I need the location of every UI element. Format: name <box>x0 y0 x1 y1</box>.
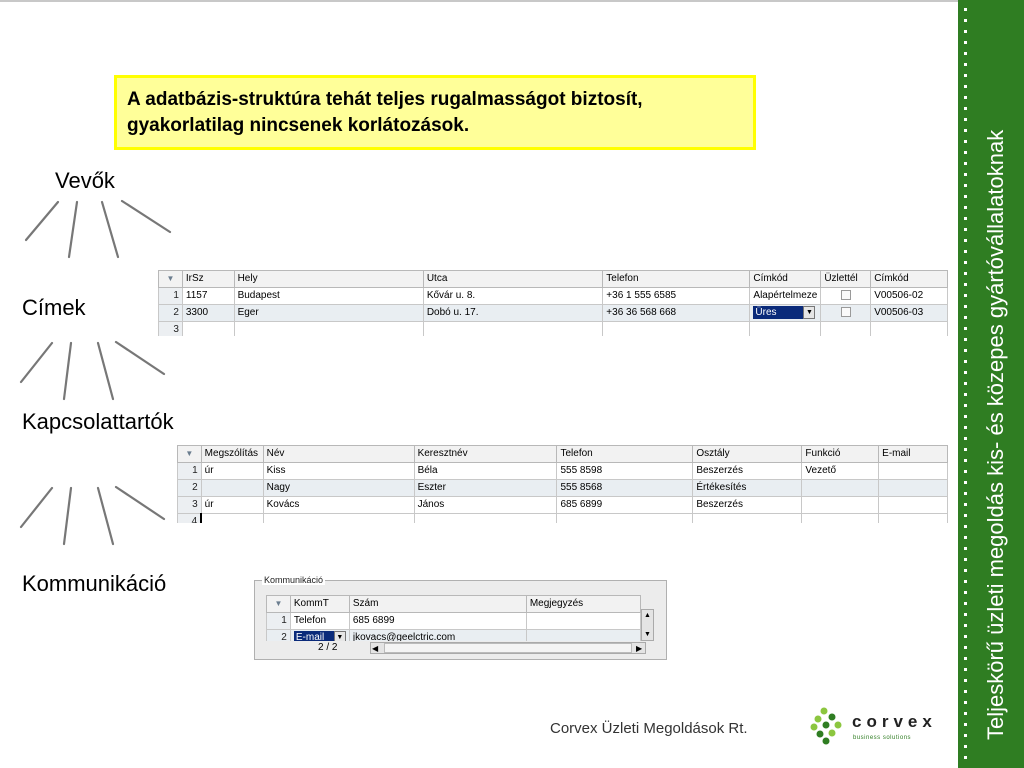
cell-irsz[interactable]: 1157 <box>182 288 234 305</box>
cell-osztaly[interactable]: Beszerzés <box>693 463 802 480</box>
row-number[interactable]: 4 <box>178 514 202 524</box>
communication-header-row <box>267 596 641 613</box>
column-header[interactable]: Megszólítás <box>201 446 263 463</box>
cell-megszolitas[interactable] <box>201 480 263 497</box>
table-row[interactable] <box>178 463 948 480</box>
cell-irsz[interactable]: 3300 <box>182 305 234 322</box>
cell-uzlettel[interactable] <box>821 288 871 305</box>
cell-hely[interactable]: Eger <box>234 305 423 322</box>
address-table <box>158 270 948 336</box>
logo-wordmark: corvex <box>852 712 937 731</box>
cell-cimkod[interactable]: Alapértelmeze <box>750 288 821 305</box>
empty-cell[interactable] <box>557 514 693 524</box>
dropdown-arrow-icon[interactable]: ▼ <box>803 306 815 319</box>
communication-panel-legend: Kommunikáció <box>264 575 324 585</box>
cell-keresztnev[interactable]: Eszter <box>414 480 557 497</box>
logo-tagline: business solutions <box>853 735 912 741</box>
empty-cell[interactable] <box>802 514 879 524</box>
dropdown-value: E-mail <box>294 631 334 641</box>
cell-email[interactable] <box>879 497 948 514</box>
row-number[interactable]: 2 <box>178 480 202 497</box>
empty-cell[interactable] <box>263 514 414 524</box>
scroll-up-icon[interactable]: ▲ <box>644 612 651 619</box>
contact-table <box>177 445 948 523</box>
empty-cell[interactable] <box>693 514 802 524</box>
callout-line-1: A adatbázis-struktúra tehát teljes rugalmasságot biztosít, <box>127 89 643 110</box>
column-header[interactable]: Üzlettél <box>821 271 871 288</box>
empty-cell[interactable] <box>603 322 750 337</box>
empty-cell[interactable] <box>234 322 423 337</box>
row-number[interactable]: 3 <box>178 497 202 514</box>
table-row[interactable] <box>178 514 948 524</box>
label-vevok: Vevők <box>55 168 115 193</box>
dropdown-arrow-icon[interactable]: ▼ <box>334 631 346 641</box>
row-number[interactable]: 2 <box>267 630 291 642</box>
row-number[interactable]: 1 <box>159 288 183 305</box>
record-navigator <box>266 641 654 655</box>
cell-telefon[interactable]: 555 8568 <box>557 480 693 497</box>
vertical-scrollbar[interactable] <box>641 609 654 641</box>
cell-telefon[interactable]: +36 36 568 668 <box>603 305 750 322</box>
scroll-down-icon[interactable]: ▼ <box>644 631 651 638</box>
callout-line-2: gyakorlatilag nincsenek korlátozások. <box>127 115 470 136</box>
cell-email[interactable] <box>879 463 948 480</box>
cell-nev[interactable]: Nagy <box>263 480 414 497</box>
cell-kommt[interactable]: Telefon <box>290 613 349 630</box>
scroll-right-icon[interactable]: ▶ <box>636 644 643 653</box>
row-number[interactable]: 1 <box>178 463 202 480</box>
cell-szam[interactable]: 685 6899 <box>349 613 526 630</box>
cell-utca[interactable]: Kővár u. 8. <box>423 288 602 305</box>
cell-uzlettel[interactable] <box>821 305 871 322</box>
empty-cell[interactable] <box>182 322 234 337</box>
filter-icon[interactable]: ▼ <box>159 271 183 288</box>
label-kapcsolattartok: Kapcsolattartók <box>22 409 174 434</box>
column-header[interactable]: Telefon <box>603 271 750 288</box>
filter-icon[interactable]: ▼ <box>178 446 202 463</box>
cell-utca[interactable]: Dobó u. 17. <box>423 305 602 322</box>
table-row[interactable] <box>159 322 948 337</box>
dropdown-value: Üres <box>753 306 803 319</box>
column-header[interactable]: Név <box>263 446 414 463</box>
row-number[interactable]: 3 <box>159 322 183 337</box>
cell-osztaly[interactable]: Beszerzés <box>693 497 802 514</box>
kommt-dropdown[interactable] <box>294 631 346 641</box>
filter-icon[interactable]: ▼ <box>267 596 291 613</box>
column-header[interactable]: Címkód <box>871 271 948 288</box>
cell-keresztnev[interactable]: Béla <box>414 463 557 480</box>
column-header[interactable]: Címkód <box>750 271 821 288</box>
table-row[interactable] <box>159 288 948 305</box>
cell-hely[interactable]: Budapest <box>234 288 423 305</box>
column-header[interactable]: IrSz <box>182 271 234 288</box>
side-banner-text: Teljeskörű üzleti megoldás kis- és közepes gyártóvállalatoknak <box>983 129 1008 740</box>
cell-nev[interactable]: Kovács <box>263 497 414 514</box>
table-row[interactable] <box>178 480 948 497</box>
cell-funkcio[interactable] <box>802 497 879 514</box>
cell-keresztnev[interactable]: János <box>414 497 557 514</box>
row-number[interactable]: 1 <box>267 613 291 630</box>
communication-table <box>266 595 641 641</box>
checkbox-icon[interactable] <box>841 290 851 300</box>
callout-box <box>114 75 756 150</box>
empty-cell[interactable] <box>821 322 871 337</box>
column-header[interactable]: Telefon <box>557 446 693 463</box>
scroll-left-icon[interactable]: ◀ <box>372 644 379 653</box>
empty-cell[interactable] <box>879 514 948 524</box>
cell-megszolitas[interactable]: úr <box>201 463 263 480</box>
column-header[interactable]: Osztály <box>693 446 802 463</box>
cell-cimkod[interactable] <box>750 305 821 322</box>
cell-kod[interactable]: V00506-03 <box>871 305 948 322</box>
table-row[interactable] <box>267 613 641 630</box>
cell-szam[interactable]: jkovacs@geelctric.com <box>349 630 526 642</box>
cimkod-dropdown[interactable] <box>753 306 815 319</box>
label-kommunikacio: Kommunikáció <box>22 571 167 596</box>
contact-grid[interactable] <box>177 445 948 523</box>
column-header[interactable]: Hely <box>234 271 423 288</box>
empty-cell[interactable] <box>423 322 602 337</box>
column-header[interactable]: KommT <box>290 596 349 613</box>
column-header[interactable]: Keresztnév <box>414 446 557 463</box>
cell-osztaly[interactable]: Értékesítés <box>693 480 802 497</box>
cell-telefon[interactable]: 555 8598 <box>557 463 693 480</box>
table-row[interactable] <box>267 630 641 642</box>
column-header[interactable]: Megjegyzés <box>526 596 640 613</box>
checkbox-icon[interactable] <box>841 307 851 317</box>
scroll-thumb[interactable] <box>384 643 632 653</box>
communication-grid[interactable] <box>266 595 641 641</box>
table-row[interactable] <box>178 497 948 514</box>
column-header[interactable]: Szám <box>349 596 526 613</box>
dotted-line <box>964 8 967 760</box>
cell-nev[interactable]: Kiss <box>263 463 414 480</box>
column-header[interactable]: E-mail <box>879 446 948 463</box>
empty-cell[interactable] <box>750 322 821 337</box>
label-cimek: Címek <box>22 295 86 320</box>
row-number[interactable]: 2 <box>159 305 183 322</box>
address-grid[interactable] <box>158 270 948 336</box>
cell-funkcio[interactable] <box>802 480 879 497</box>
table-row[interactable] <box>159 305 948 322</box>
column-header[interactable]: Funkció <box>802 446 879 463</box>
text-cursor-cell[interactable] <box>201 514 263 524</box>
cell-megjegyzes[interactable] <box>526 630 640 642</box>
scroll-track[interactable] <box>642 621 653 629</box>
cell-megszolitas[interactable]: úr <box>201 497 263 514</box>
cell-kod[interactable]: V00506-02 <box>871 288 948 305</box>
cell-telefon[interactable]: 685 6899 <box>557 497 693 514</box>
empty-cell[interactable] <box>414 514 557 524</box>
record-counter: 2 / 2 <box>318 642 338 653</box>
cell-email[interactable] <box>879 480 948 497</box>
column-header[interactable]: Utca <box>423 271 602 288</box>
company-name: Corvex Üzleti Megoldások Rt. <box>550 720 748 737</box>
cell-kommt[interactable] <box>290 630 349 642</box>
empty-cell[interactable] <box>871 322 948 337</box>
address-header-row <box>159 271 948 288</box>
cell-funkcio[interactable]: Vezető <box>802 463 879 480</box>
cell-megjegyzes[interactable] <box>526 613 640 630</box>
cell-telefon[interactable]: +36 1 555 6585 <box>603 288 750 305</box>
contact-header-row <box>178 446 948 463</box>
